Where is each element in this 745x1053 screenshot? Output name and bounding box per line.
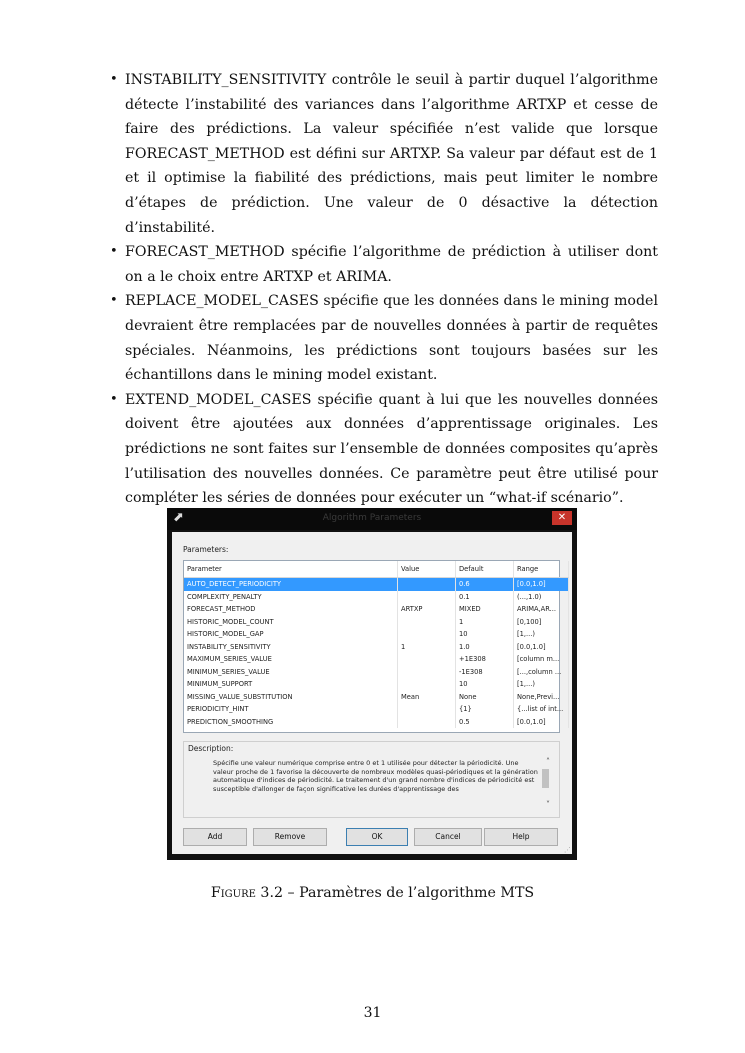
cell-range: [1,...): [514, 628, 569, 641]
table-row[interactable]: [184, 716, 569, 729]
arrow-icon: ⬈: [173, 510, 184, 525]
table-row[interactable]: [184, 703, 569, 716]
algorithm-parameters-dialog: [167, 508, 577, 860]
column-header-range[interactable]: Range: [514, 561, 569, 578]
cancel-button[interactable]: Cancel: [414, 828, 482, 846]
page-number: 31: [363, 1005, 382, 1021]
column-header-value[interactable]: Value: [398, 561, 456, 578]
table-row[interactable]: [184, 603, 569, 616]
cell-parameter: MAXIMUM_SERIES_VALUE: [184, 653, 398, 666]
parameters-label: Parameters:: [183, 545, 229, 554]
cell-default: 0.1: [456, 591, 514, 604]
cell-parameter: AUTO_DETECT_PERIODICITY: [184, 578, 398, 591]
table-row[interactable]: [184, 678, 569, 691]
description-group: [183, 741, 560, 818]
cell-range: {...list of int...: [514, 703, 569, 716]
cell-value[interactable]: 1: [398, 641, 456, 654]
cell-value[interactable]: [398, 716, 456, 729]
description-text: Spécifie une valeur numérique comprise entre 0 et 1 utilisée pour détecter la périodicité. Une valeur proche de 1 favorise la découverte de nombreux modèles quasi-périodiques et la génération automatique d'indices de périodicité. Le traitement d'un grand nombre d'indices de périodicité est susceptible d'allonger de façon significative les durées d'apprentissage des: [213, 759, 538, 793]
cell-value[interactable]: [398, 591, 456, 604]
table-row[interactable]: [184, 691, 569, 704]
cell-value[interactable]: [398, 616, 456, 629]
cell-default: -1E308: [456, 666, 514, 679]
cell-range: [column m...: [514, 653, 569, 666]
cell-default: 0.6: [456, 578, 514, 591]
cell-range: [0.0,1.0]: [514, 578, 569, 591]
dialog-body: [172, 532, 572, 854]
description-label: Description:: [188, 744, 234, 753]
cell-range: ARIMA,AR...: [514, 603, 569, 616]
cell-range: None,Previ...: [514, 691, 569, 704]
bullet-text: FORECAST_METHOD spécifie l’algorithme de prédiction à utiliser dont on a le choix entre ARTXP et ARIMA.: [125, 244, 658, 285]
caption-text: – Paramètres de l’algorithme MTS: [283, 885, 535, 901]
bullet-text: EXTEND_MODEL_CASES spécifie quant à lui que les nouvelles données doivent être ajoutées aux données d’apprentissage originales. Les prédictions ne sont faites sur l’ensemble de données composites qu’après l’utilisation des nouvelles données. Ce paramètre peut être utilisé pour compléter les séries de données pour exécuter un “what-if scénario”.: [125, 391, 658, 507]
cell-parameter: MINIMUM_SUPPORT: [184, 678, 398, 691]
cell-parameter: MINIMUM_SERIES_VALUE: [184, 666, 398, 679]
cell-default: None: [456, 691, 514, 704]
cell-parameter: PREDICTION_SMOOTHING: [184, 716, 398, 729]
cell-parameter: INSTABILITY_SENSITIVITY: [184, 641, 398, 654]
cell-parameter: FORECAST_METHOD: [184, 603, 398, 616]
dialog-title: Algorithm Parameters: [322, 513, 422, 523]
bullet-icon: •: [110, 391, 118, 407]
cell-default: 1.0: [456, 641, 514, 654]
bullet-item: [108, 388, 658, 511]
cell-parameter: COMPLEXITY_PENALTY: [184, 591, 398, 604]
chevron-down-icon[interactable]: ˅: [546, 800, 550, 809]
table-row[interactable]: [184, 666, 569, 679]
help-button[interactable]: Help: [484, 828, 558, 846]
cell-parameter: HISTORIC_MODEL_GAP: [184, 628, 398, 641]
bullet-icon: •: [110, 72, 118, 87]
parameters-grid[interactable]: [183, 560, 564, 733]
table-row[interactable]: [184, 653, 569, 666]
bullet-list: [108, 68, 658, 511]
cell-default: 10: [456, 678, 514, 691]
cell-range: [0,100]: [514, 616, 569, 629]
cell-value[interactable]: Mean: [398, 691, 456, 704]
cell-value[interactable]: [398, 628, 456, 641]
cell-value[interactable]: ARTXP: [398, 603, 456, 616]
cell-parameter: PERIODICITY_HINT: [184, 703, 398, 716]
cell-value[interactable]: [398, 678, 456, 691]
remove-button[interactable]: Remove: [253, 828, 327, 846]
ok-button[interactable]: OK: [346, 828, 408, 846]
cell-default: 1: [456, 616, 514, 629]
bullet-text: REPLACE_MODEL_CASES spécifie que les données dans le mining model devraient être remplacées par de nouvelles données à partir de requêtes spéciales. Néanmoins, les prédictions sont toujours basées sur les échantillons dans le mining model existant.: [125, 293, 658, 384]
add-button[interactable]: Add: [183, 828, 247, 846]
cell-parameter: MISSING_VALUE_SUBSTITUTION: [184, 691, 398, 704]
table-row[interactable]: [184, 591, 569, 604]
bullet-icon: •: [110, 293, 118, 309]
bullet-item: [108, 240, 658, 289]
title-bar[interactable]: [167, 508, 577, 530]
table-row[interactable]: [184, 578, 569, 591]
cell-parameter: HISTORIC_MODEL_COUNT: [184, 616, 398, 629]
cell-range: [0.0,1.0]: [514, 716, 569, 729]
column-header-default[interactable]: Default: [456, 561, 514, 578]
chevron-up-icon[interactable]: ˄: [546, 757, 550, 766]
resize-grip-icon[interactable]: ⋰: [564, 846, 571, 854]
figure-caption: [0, 885, 745, 901]
cell-value[interactable]: [398, 578, 456, 591]
column-header-parameter[interactable]: Parameter: [184, 561, 398, 578]
cell-range: [0.0,1.0]: [514, 641, 569, 654]
cell-value[interactable]: [398, 653, 456, 666]
cell-default: +1E308: [456, 653, 514, 666]
table-row[interactable]: [184, 628, 569, 641]
cell-range: (...,1.0): [514, 591, 569, 604]
table-row[interactable]: [184, 616, 569, 629]
cell-value[interactable]: [398, 703, 456, 716]
bullet-item: [108, 289, 658, 387]
close-button[interactable]: ✕: [552, 511, 572, 525]
table-row[interactable]: [184, 641, 569, 654]
scrollbar-thumb[interactable]: [542, 769, 549, 788]
cell-default: 10: [456, 628, 514, 641]
cell-value[interactable]: [398, 666, 456, 679]
bullet-item: [108, 68, 658, 240]
bullet-text: INSTABILITY_SENSITIVITY contrôle le seuil à partir duquel l’algorithme détecte l’instabilité des variances dans l’algorithme ARTXP et cesse de faire des prédictions. La valeur spécifiée n’est valide que lorsque FORECAST_METHOD est défini sur ARTXP. Sa valeur par défaut est de 1 et il optimise la fiabilité des prédictions, mais peut limiter le nombre d’étapes de prédiction. Une valeur de 0 désactive la détection d’instabilité.: [125, 72, 658, 236]
figure-label: Figure 3.2: [210, 885, 283, 901]
cell-default: MIXED: [456, 603, 514, 616]
cell-default: 0.5: [456, 716, 514, 729]
cell-range: [...,column ...: [514, 666, 569, 679]
cell-range: [1,...): [514, 678, 569, 691]
cell-default: {1}: [456, 703, 514, 716]
bullet-icon: •: [110, 244, 118, 260]
